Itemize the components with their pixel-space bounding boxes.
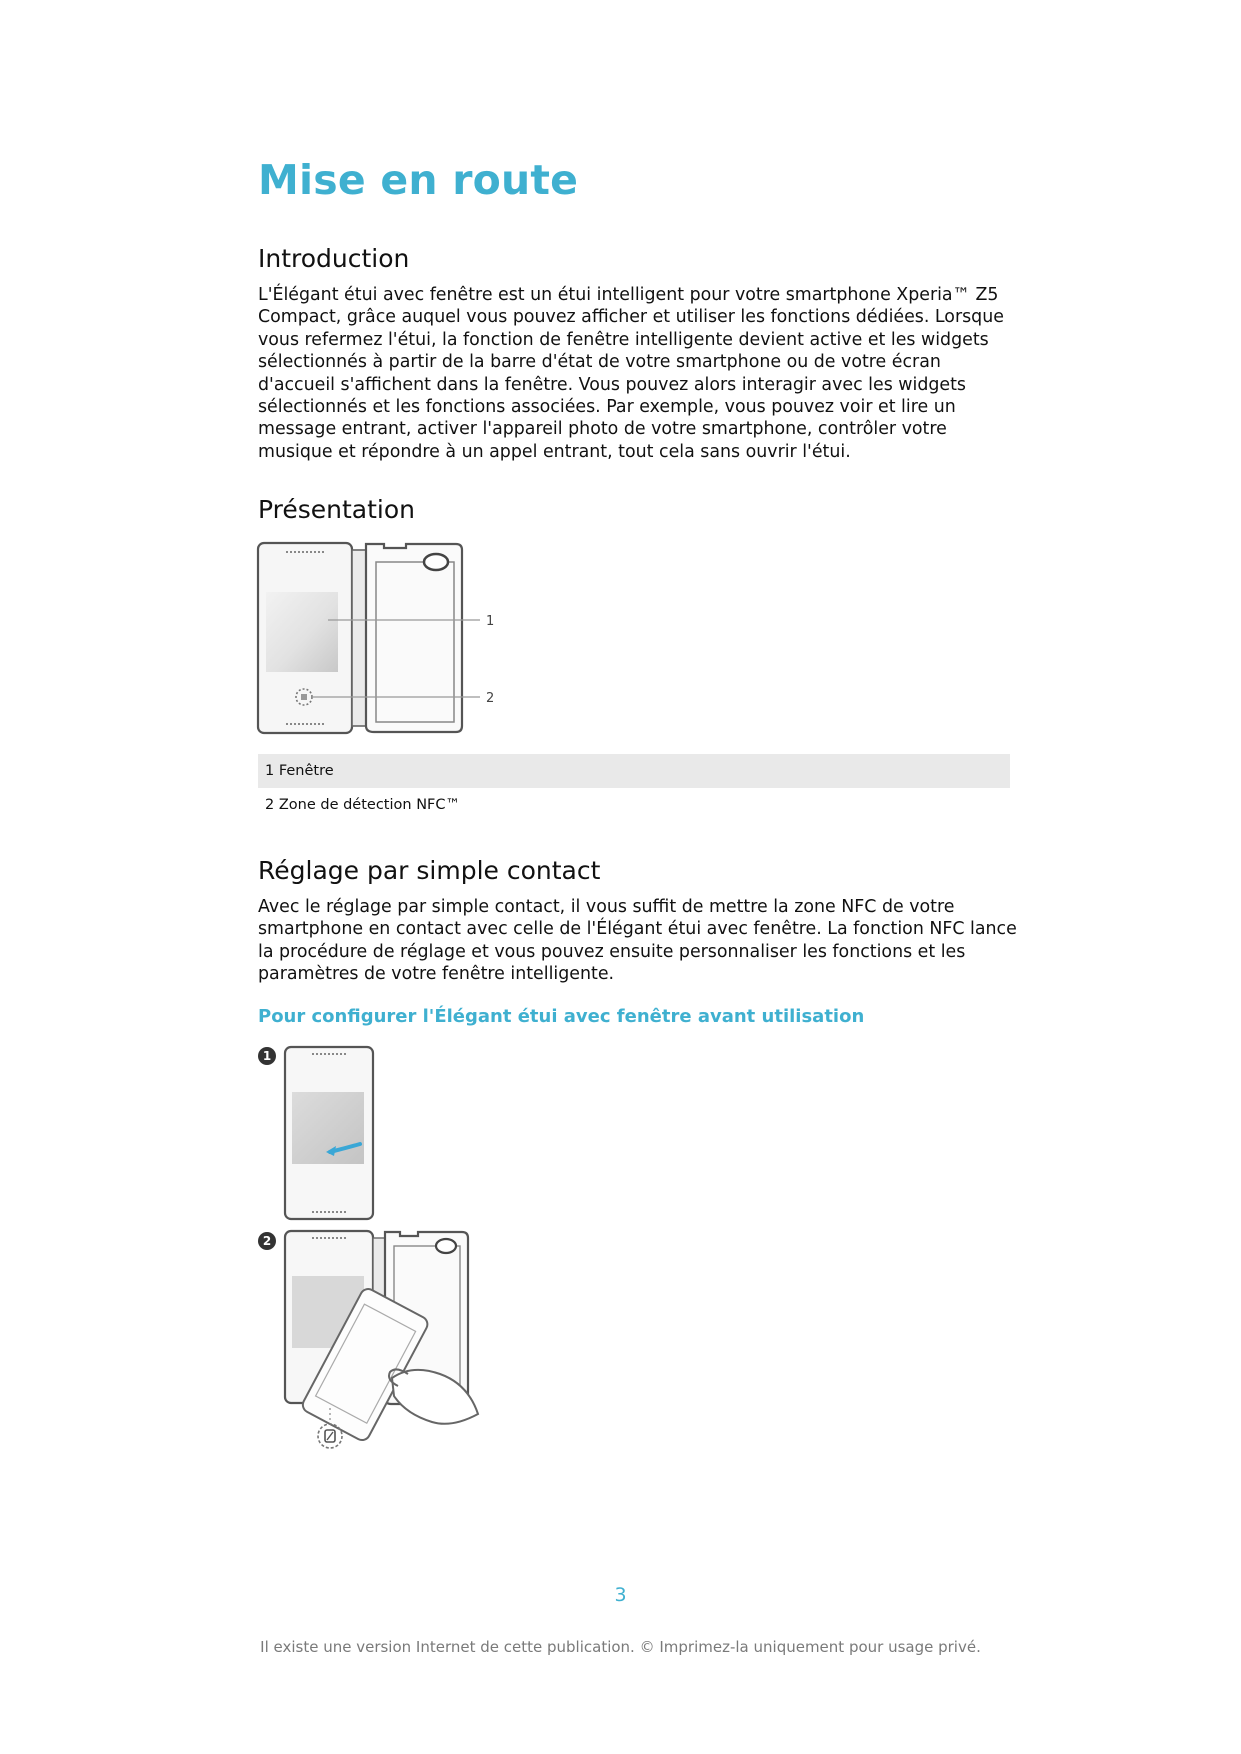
legend-number: 1: [265, 763, 275, 779]
setup-body: Avec le réglage par simple contact, il vous suffit de mettre la zone NFC de votre smartphone en contact avec celle de l'Élégant étui avec fenêtre. La fonction NFC lance la procédure de réglage et vous pouvez ensuite personnaliser les fonctions et les paramètres de votre fenêtre intelligente.: [258, 897, 1017, 985]
legend-row: [258, 788, 1010, 822]
step-1-badge: 1: [258, 1047, 276, 1065]
legend-label: Fenêtre: [278, 763, 334, 779]
legend-table: [258, 754, 1010, 822]
camera-cutout: [424, 554, 448, 570]
step-2-illustration: [282, 1228, 492, 1468]
presentation-heading: Présentation: [258, 495, 416, 524]
window-area: [266, 592, 338, 672]
legend-number: 2: [265, 797, 275, 813]
legend-row: [258, 754, 1010, 788]
callout-2: 2: [486, 691, 495, 706]
setup-subheading: Pour configurer l'Élégant étui avec fenêtre avant utilisation: [258, 1006, 865, 1027]
case-overview-illustration: [256, 540, 496, 740]
setup-heading: Réglage par simple contact: [258, 856, 601, 885]
footer-notice: Il existe une version Internet de cette publication. © Imprimez-la uniquement pour usage privé.: [260, 1638, 981, 1656]
page-number: 3: [614, 1584, 627, 1606]
callout-1: 1: [486, 614, 495, 629]
step-1-illustration: [282, 1044, 378, 1224]
window-area: [292, 1092, 364, 1164]
step-2-badge: 2: [258, 1232, 276, 1250]
introduction-body: L'Élégant étui avec fenêtre est un étui intelligent pour votre smartphone Xperia™ Z5 Compact, grâce auquel vous pouvez afficher et utiliser les fonctions dédiées. Lorsque vous refermez l'étui, la fonction de fenêtre intelligente devient active et les widgets sélectionnés à partir de la barre d'état de votre smartphone ou de votre écran d'accueil s'affichent dans la fenêtre. Vous pouvez alors interagir avec les widgets sélectionnés et les fonctions associées. Par exemple, vous pouvez voir et lire un message entrant, activer l'appareil photo de votre smartphone, contrôler votre musique et répondre à un appel entrant, tout cela sans ouvrir l'étui.: [258, 285, 1004, 462]
case-back-shell: [366, 544, 462, 732]
introduction-heading: Introduction: [258, 244, 410, 273]
page-title: Mise en route: [258, 156, 579, 204]
legend-label: Zone de détection NFC™: [278, 797, 461, 813]
